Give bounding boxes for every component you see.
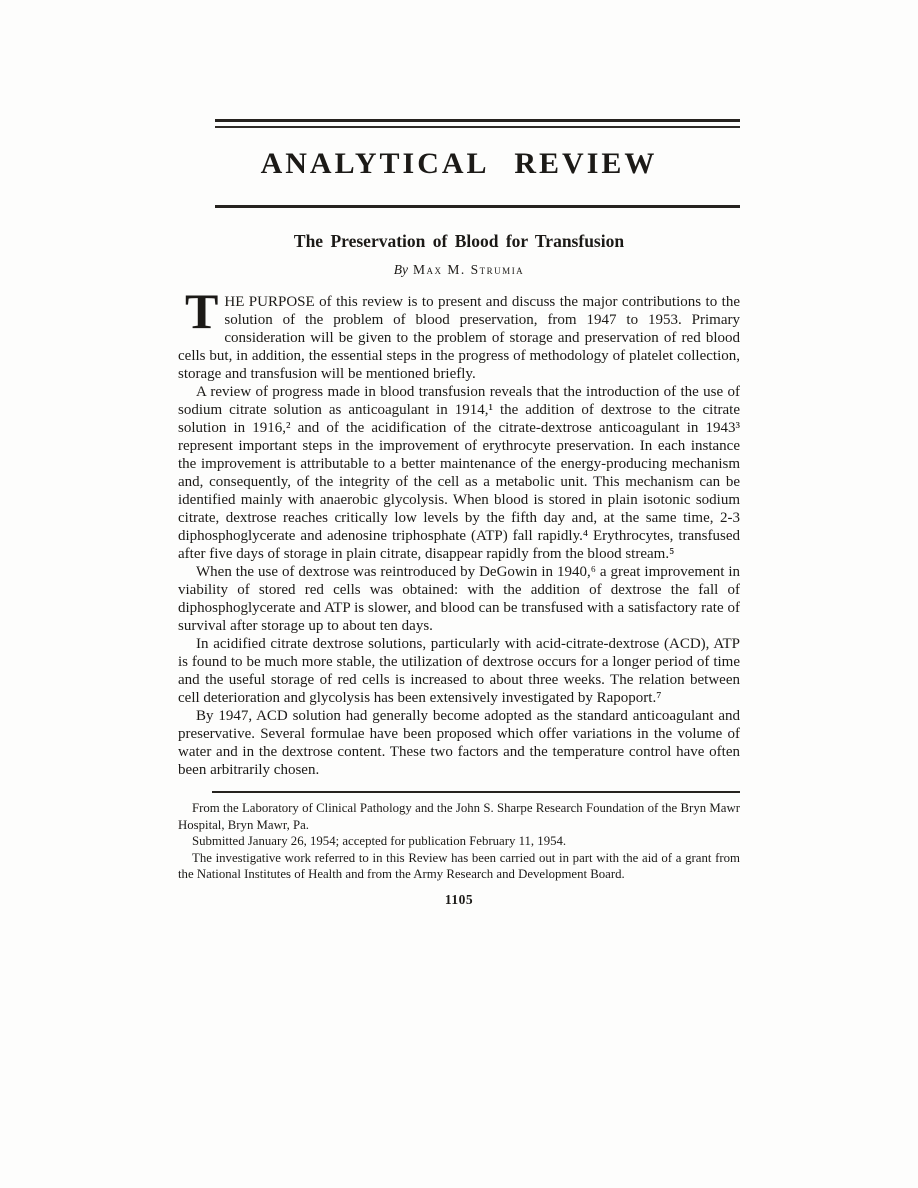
article-title: The Preservation of Blood for Transfusion: [293, 231, 625, 251]
footnotes-block: [178, 800, 740, 883]
byline-prefix: By: [393, 262, 409, 277]
opening-paragraph-text: of this review is to present and discuss the major contributions to the solution of the problem of blood preservation, from 1947 to 1953. Primary consideration will be given to the problem of storage and preservation of red blood cells but, in addition, the essential steps in the progress of methodology of platelet collection, storage and transfusion will be mentioned briefly.: [178, 294, 740, 382]
text-column: [178, 0, 740, 908]
paragraph: A review of progress made in blood transfusion reveals that the introduction of the use of sodium citrate solution as anticoagulant in 1914,¹ the addition of dextrose to the citrate solution in 1916,² and of the acidification of the citrate-dextrose anticoagulant in 1943³ represent important steps in the improvement of erythrocyte preservation. In each instance the improvement is attributable to a better maintenance of the energy-producing mechanism and, consequently, of the integrity of the cell as a metabolic unit. This mechanism can be identified mainly with anaerobic glycolysis. When blood is stored in plain isotonic sodium citrate, dextrose reaches critically low levels by the fifth day and, at the same time, 2-3 diphosphoglycerate and adenosine triphosphate (ATP) fall rapidly.⁴ Erythrocytes, transfused after five days of storage in plain citrate, disappear rapidly from the blood stream.⁵: [178, 384, 740, 562]
article-body: [178, 283, 740, 779]
footnote-submission-dates: Submitted January 26, 1954; accepted for publication February 11, 1954.: [192, 834, 567, 848]
footnote-rule: [212, 791, 740, 793]
page-number: 1105: [444, 891, 474, 907]
paragraph: By 1947, ACD solution had generally become adopted as the standard anticoagulant and preservative. Several formulae have been proposed which offer variations in the volume of water and in the dextrose content. These two factors and the temperature control have often been arbitrarily chosen.: [178, 708, 740, 778]
author-name: Max M. Strumia: [413, 262, 525, 277]
opening-lead-words: HE PURPOSE: [224, 294, 315, 310]
footnote-affiliation: From the Laboratory of Clinical Pathology and the John S. Sharpe Research Foundation of the Bryn Mawr Hospital, Bryn Mawr, Pa.: [178, 801, 740, 832]
byline: [178, 262, 740, 277]
footnote-grant-acknowledgment: The investigative work referred to in this Review has been carried out in part with the aid of a grant from the National Institutes of Health and from the Army Research and Development Board.: [178, 850, 740, 881]
drop-cap-letter: T: [185, 283, 219, 339]
paragraph-opening: [178, 283, 740, 383]
section-title: ANALYTICAL REVIEW: [260, 147, 658, 180]
paragraph: When the use of dextrose was reintroduced by DeGowin in 1940,⁶ a great improvement in viability of stored red cells was obtained: with the addition of dextrose the fall of diphosphoglycerate and ATP is slower, and blood can be transfused with a satisfactory rate of survival after storage up to about ten days.: [178, 564, 740, 634]
paragraph: In acidified citrate dextrose solutions, particularly with acid-citrate-dextrose (ACD), ATP is found to be much more stable, the utilization of dextrose occurs for a longer period of time and the useful storage of red cells is increased to about three weeks. The relation between cell deterioration and glycolysis has been extensively investigated by Rapoport.⁷: [178, 636, 740, 706]
header-double-rule: [215, 119, 740, 128]
header-single-rule: [215, 205, 740, 208]
